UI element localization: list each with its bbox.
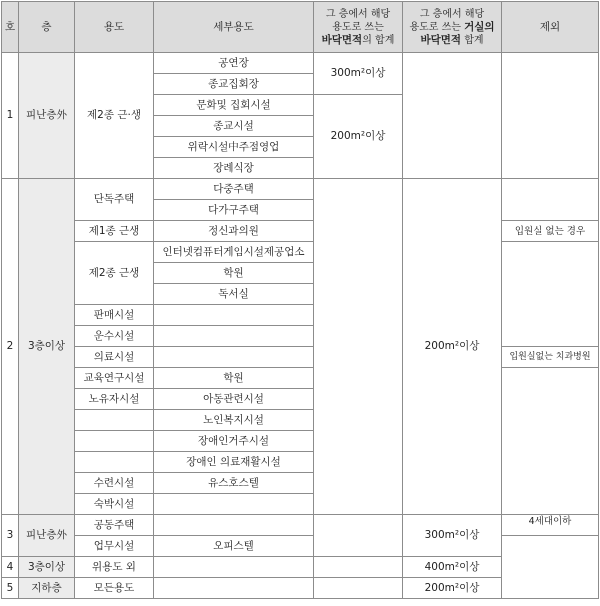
row-detail — [154, 305, 314, 326]
row-use: 업무시설 — [75, 536, 154, 557]
row-detail: 다가구주택 — [154, 200, 314, 221]
row-detail: 노인복지시설 — [154, 410, 314, 431]
row-room-area: 300m²이상 — [403, 515, 502, 557]
row-use: 제2종 근·생 — [75, 53, 154, 179]
header-room-area: 그 층에서 해당 용도로 쓰는 거실의 바닥면적 합계 — [403, 2, 502, 53]
row-detail: 다중주택 — [154, 179, 314, 200]
row-area: 200m²이상 — [314, 95, 403, 179]
table-row — [2, 347, 599, 368]
row-room-area: 200m²이상 — [403, 578, 502, 599]
table-row — [2, 515, 599, 536]
row-no: 1 — [2, 53, 19, 179]
row-no: 2 — [2, 179, 19, 515]
row-use: 모든용도 — [75, 578, 154, 599]
table-row — [2, 221, 599, 242]
row-detail — [154, 557, 314, 578]
header-no: 호 — [2, 2, 19, 53]
row-detail: 공연장 — [154, 53, 314, 74]
header-floor-area: 그 층에서 해당 용도로 쓰는 바닥면적의 합계 — [314, 2, 403, 53]
row-exclude — [502, 242, 599, 347]
row-detail: 위락시설中주점영업 — [154, 137, 314, 158]
row-exclude: 4세대이하 — [502, 515, 599, 536]
row-exclude — [502, 179, 599, 221]
row-exclude — [502, 368, 599, 515]
table-row — [2, 179, 599, 200]
row-floor: 지하층 — [19, 578, 75, 599]
row-use: 판매시설 — [75, 305, 154, 326]
header-floor: 층 — [19, 2, 75, 53]
row-use: 수련시설 — [75, 473, 154, 494]
row-exclude: 입원실없는 치과병원 — [502, 347, 599, 368]
row-detail: 학원 — [154, 263, 314, 284]
row-use: 숙박시설 — [75, 494, 154, 515]
row-use: 공동주택 — [75, 515, 154, 536]
row-exclude: 입원실 없는 경우 — [502, 221, 599, 242]
table-row — [2, 368, 599, 389]
row-detail: 장례식장 — [154, 158, 314, 179]
row-area — [314, 179, 403, 515]
row-detail: 유스호스텔 — [154, 473, 314, 494]
row-exclude — [502, 536, 599, 599]
table-row — [2, 242, 599, 263]
row-area — [314, 557, 403, 578]
evacuation-standards-table — [1, 1, 599, 599]
row-detail — [154, 515, 314, 536]
row-detail: 학원 — [154, 368, 314, 389]
row-detail: 문화및 집회시설 — [154, 95, 314, 116]
row-use: 제2종 근생 — [75, 242, 154, 305]
row-use — [75, 410, 154, 431]
row-use: 제1종 근생 — [75, 221, 154, 242]
row-detail — [154, 578, 314, 599]
row-use: 의료시설 — [75, 347, 154, 368]
table-row — [2, 53, 599, 74]
row-exclude — [502, 53, 599, 179]
row-detail: 종교집회장 — [154, 74, 314, 95]
row-detail: 독서실 — [154, 284, 314, 305]
header-row — [2, 2, 599, 53]
row-use: 운수시설 — [75, 326, 154, 347]
row-use: 교육연구시설 — [75, 368, 154, 389]
row-detail — [154, 347, 314, 368]
row-use — [75, 452, 154, 473]
row-detail — [154, 494, 314, 515]
row-floor: 피난층外 — [19, 515, 75, 557]
row-detail: 장애인 의료재활시설 — [154, 452, 314, 473]
row-use: 위용도 외 — [75, 557, 154, 578]
row-room-area — [403, 53, 502, 179]
row-detail: 정신과의원 — [154, 221, 314, 242]
row-area — [314, 578, 403, 599]
header-use: 용도 — [75, 2, 154, 53]
header-detail: 세부용도 — [154, 2, 314, 53]
row-no: 5 — [2, 578, 19, 599]
table-row — [2, 536, 599, 557]
row-detail — [154, 326, 314, 347]
row-area — [314, 515, 403, 557]
row-room-area: 400m²이상 — [403, 557, 502, 578]
row-floor: 3층이상 — [19, 557, 75, 578]
row-detail: 종교시설 — [154, 116, 314, 137]
row-use: 단독주택 — [75, 179, 154, 221]
row-detail: 인터넷컴퓨터게임시설제공업소 — [154, 242, 314, 263]
row-area: 300m²이상 — [314, 53, 403, 95]
row-detail: 오피스텔 — [154, 536, 314, 557]
row-no: 3 — [2, 515, 19, 557]
row-detail: 아동관련시설 — [154, 389, 314, 410]
row-floor: 피난층外 — [19, 53, 75, 179]
row-use: 노유자시설 — [75, 389, 154, 410]
row-no: 4 — [2, 557, 19, 578]
row-use — [75, 431, 154, 452]
row-floor: 3층이상 — [19, 179, 75, 515]
row-detail: 장애인거주시설 — [154, 431, 314, 452]
header-exclude: 제외 — [502, 2, 599, 53]
row-room-area: 200m²이상 — [403, 179, 502, 515]
